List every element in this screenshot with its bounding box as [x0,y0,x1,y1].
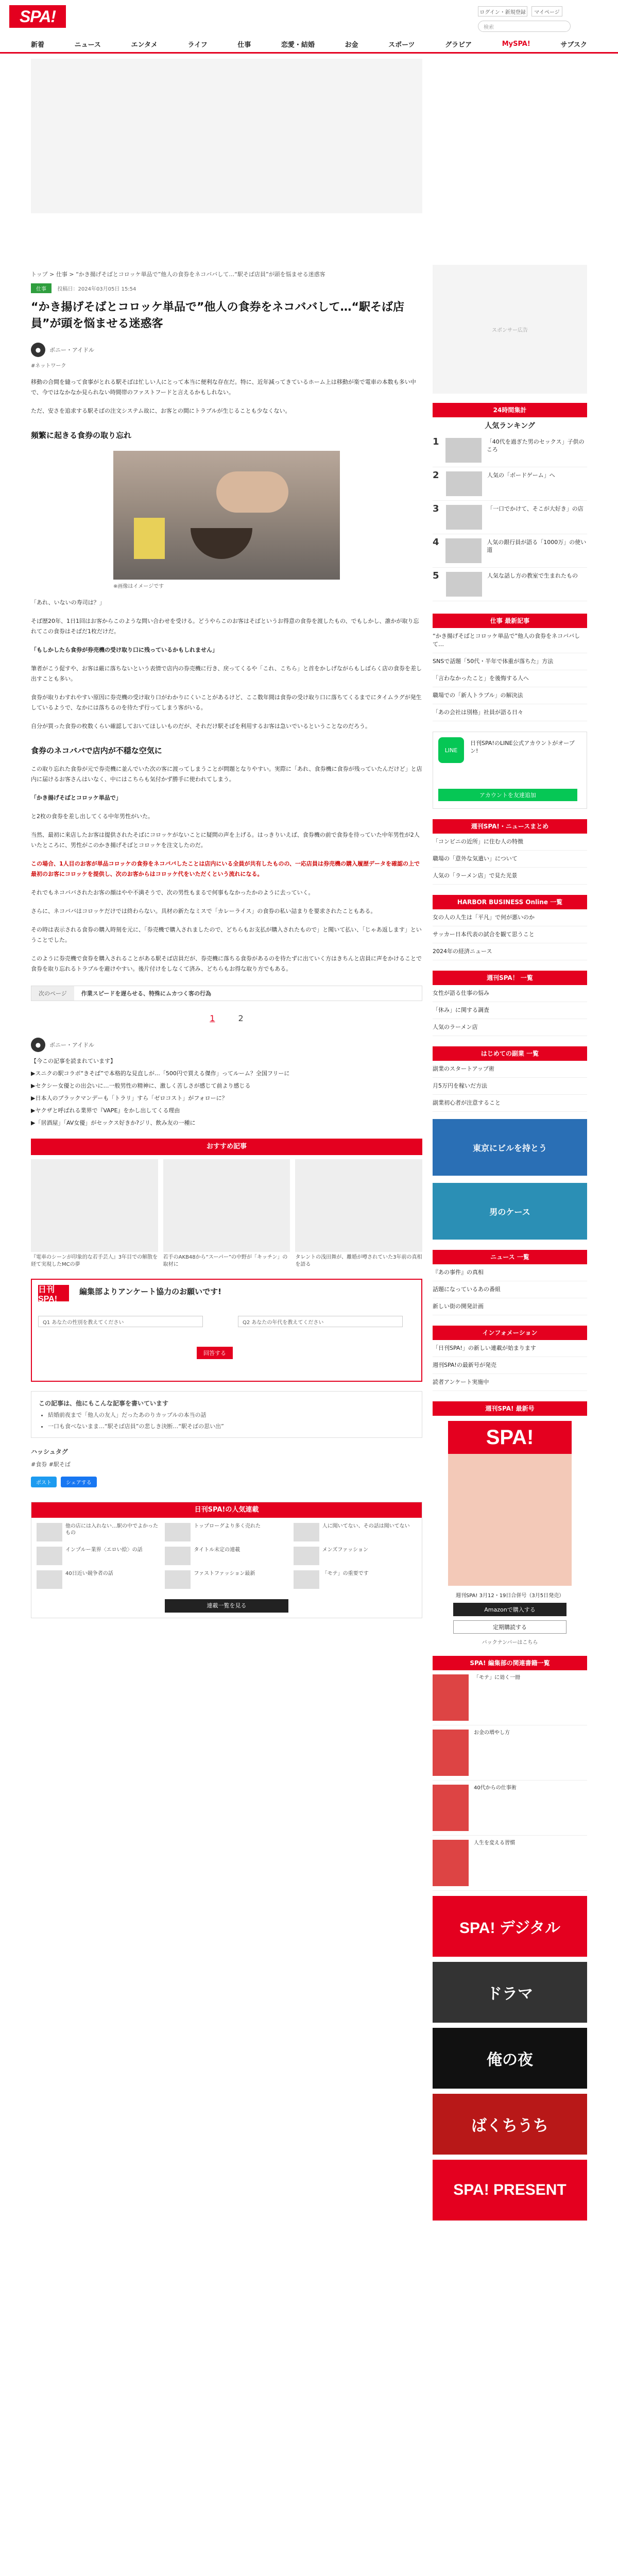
promo-night[interactable]: 俺の夜 [433,2028,587,2089]
news2-heading: ニュース 一覧 [433,1250,587,1264]
popular-title: 「モテ」の重要です [322,1571,369,1577]
book-title: 人生を変える習慣 [474,1840,515,1846]
post-date: 投稿日：2024年03月05日 15:54 [57,286,136,292]
sidebar-link[interactable]: 人気の「ラーメン店」で見た光景 [433,868,587,885]
book-item[interactable] [433,1670,587,1725]
paragraph: 移動の合間を縫って食事がとれる駅そばは忙しい人にとって本当に便利な存在だ。特に、近年減ってきているホーム上は移動が楽で電車の本数も多い中で、今ではなかなか見られない時間帯のファストフードと言えるかもしれない。 [31,379,416,396]
paragraph: ただ、安さを追求する駅そばの注文システム故に、お客との間にトラブルが生じることも少なくない。 [31,408,291,414]
paragraph: そば歴20年、1日1回はお客からこのような問い合わせを受ける。どうやらこのお客はそばというお得意の食券を渡したもの、でもしかし、誰かが取り忘れてこの食券はそばだ1枚だけだ。 [31,618,419,635]
article-photo [113,451,340,580]
ranking-item[interactable] [433,534,587,568]
popular-item[interactable] [294,1570,417,1589]
popular-item[interactable] [37,1570,160,1589]
ranking-thumb [446,471,482,496]
sidebar-link[interactable]: 月5万円を稼いだ方法 [433,1078,587,1095]
ranking-number: 1 [433,436,439,447]
ranking-title: 「40代を過ぎた男のセックス」子供のころ [486,438,585,453]
sidebar-link[interactable]: 副業のスタートアップ術 [433,1061,587,1078]
ranking-number: 3 [433,503,439,514]
digital-button[interactable]: 定期購読する [453,1620,566,1634]
promo-digital[interactable]: SPA! デジタル [433,1896,587,1957]
recommend-title: 『電車のシーンが印象的な若手芸人』3年目での解散を経て実現したMCの夢 [31,1255,158,1267]
harbor-heading: HARBOR BUSINESS Online 一覧 [433,895,587,909]
banner-building[interactable]: 東京にビルを持とう [433,1119,587,1176]
mypage-button[interactable]: マイページ [531,6,562,16]
popular-title: 人に聞いてない、その話は聞いてない [322,1523,410,1529]
book-cover [433,1840,469,1886]
ranking-title: 「一口でかけて、そこが大好き」の店 [487,505,583,512]
popular-heading: 日刊SPA!の人気連載 [31,1502,422,1518]
paragraph: 「かき揚げそばとコロッケ単品で」 [31,794,122,801]
login-button[interactable]: ログイン・新規登録 [478,6,527,16]
avatar: ● [31,1038,45,1052]
related-box [31,1391,422,1438]
line-box [433,732,587,809]
popular-item[interactable] [165,1547,288,1565]
line-add-button[interactable]: アカウントを友達追加 [438,789,577,801]
amazon-button[interactable]: Amazonで購入する [453,1603,566,1616]
bio-link[interactable]: ▶日本人のブラックマンデーも「トラリ」すら「ゼロコスト」がフォローに？ [31,1095,228,1101]
author-name[interactable]: ボニー・アイドル [49,1042,95,1048]
recommend-thumb [163,1159,290,1252]
bio-links [31,1069,422,1128]
paragraph: 筆者がこう促すや、お客は厳に落ちないという表情で店内の券売機に行き、戻ってくるや「これ、こちら」と首をかしげながらもしばらく店の食券を差し出すことも多い。 [31,665,422,682]
facebook-share-button[interactable]: シェアする [61,1477,97,1487]
paragraph: と2枚の食券を差し出してくる中年男性がいた。 [31,813,153,820]
hand-image [216,471,288,513]
popular-thumb [165,1523,191,1541]
popular-item[interactable] [165,1523,288,1541]
popular-thumb [37,1547,62,1565]
top-ad[interactable] [31,59,422,213]
paragraph: この取り忘れた食券が元で券売機に並んでいた次の客に渡ってしまうことが問題となりやすい。実際に「あれ、食券機に食券が残っていたんだけど」と店内に届けるお客さんはいなく、中にはこちらも気付かず勝手に使われてしまう。 [31,766,422,783]
ranking-item[interactable] [433,568,587,601]
nav-item[interactable]: エンタメ [131,41,158,49]
page-2[interactable]: 2 [238,1013,244,1023]
ranking-number: 5 [433,570,439,581]
recommend-card[interactable] [163,1159,290,1268]
recommend-thumb [31,1159,158,1252]
ranking-heading: 24時間集計 [433,403,587,417]
line-text: 日刊SPA!のLINE公式アカウントがオープン! [470,740,575,754]
ranking-thumb [446,572,482,597]
spa7-heading: 週刊SPA！ 一覧 [433,971,587,985]
recommend-title: 若手のAKB48から“スーパー”の中野が「キッチン」の取材に [163,1255,288,1267]
section-heading: 食券のネコババで店内が不穏な空気に [31,746,162,755]
weekly-heading: 週刊SPA! 最新号 [433,1401,587,1416]
author-row[interactable] [31,343,422,357]
next-page-link[interactable] [31,986,422,1001]
bowl-image [191,528,252,559]
ranking-thumb [446,505,482,530]
popular-item[interactable] [294,1547,417,1565]
bio-link[interactable]: ▶ヤクザと呼ばれる業界で『VAPE』をかし出してくる理由 [31,1107,180,1114]
popular-thumb [165,1570,191,1589]
ranking-item[interactable] [433,467,587,501]
popular-series [31,1502,422,1618]
sidebar-link[interactable]: 2024年の経済ニュース [433,943,587,960]
site-header [0,0,618,36]
survey-box [31,1279,422,1382]
paragraph: その時は表示される食券の購入時刻を元に、「券売機で購入されましたので、どちらもお支払が購入されたもので」と聞いて払い、「じゃあ返します」ということでした。 [31,926,422,943]
sidebar-link[interactable]: SNSで話題「50代・半年で体重が落ちた」方法 [433,653,587,670]
sidebar-link[interactable]: 職場の「意外な気遣い」について [433,851,587,868]
share-row [31,1477,422,1487]
sidebar-link[interactable]: 「日刊SPA!」の新しい連載が始まります [433,1340,587,1357]
paragraph: このように券売機で食券を購入されることがある駅そば店員だが、券売機に落ちる食券があるのを待たずに出ていく方はきちんと店員に声をかけることで食券を取り忘れるトラブルを避けやすい。後片付けをしなくて済み、どちらもお得な取り方でもある。 [31,955,422,972]
article-tag[interactable]: #ネットワーク [31,363,66,369]
popular-item[interactable] [37,1523,160,1541]
search-input[interactable]: 検索 [478,21,571,32]
ranking-number: 2 [433,470,439,481]
popular-thumb [294,1523,319,1541]
banner-health[interactable]: 男のケース [433,1183,587,1240]
ranking-title: 人気の銀行員が語る「1000万」の使い道 [487,539,587,553]
book-cover [433,1674,469,1721]
popular-title: 40日近い競争者の話 [65,1571,113,1577]
breadcrumb-text[interactable]: トップ > 仕事 > “かき揚げそばとコロッケ単品で”他人の食券をネコババして…“駅そば店員”が頭を悩ませる迷惑客 [31,271,325,278]
book-title: お金の増やし方 [474,1730,510,1736]
paragraph: それでもネコババされたお客の顔はやや不満そうで、次の男性もまるで何事もなかったかのように去っていく。 [31,889,314,896]
next-page-label: 次のページ [31,986,74,1001]
popular-thumb [37,1570,62,1589]
book-cover [433,1730,469,1776]
sidebar-link[interactable]: 職場での「新人トラブル」の解決法 [433,687,587,704]
paragraph: 自分が買った食券の枚数くらい確認しておいてほしいものだが、それだけ駅そばを利用するお客は急いでいるということなのだろう。 [31,723,371,730]
article-title: “かき揚げそばとコロッケ単品で”他人の食券をネコババして…“駅そば店員”が頭を悩ませる迷惑客 [31,301,404,330]
nav-item[interactable]: スポーツ [388,41,415,49]
nav-item[interactable]: グラビア [445,41,472,49]
pagination [31,1013,422,1023]
weekly-date: 週刊SPA! 3月12・19日合併号（3月5日発売） [455,1593,564,1599]
book-item[interactable] [433,1836,587,1891]
side-ad[interactable]: スポンサー広告 [433,265,587,394]
nav-item[interactable]: 恋愛・結婚 [281,41,315,49]
recommend-card[interactable] [31,1159,158,1268]
page-1[interactable]: 1 [210,1013,215,1023]
popular-title: インプルー業界〈エロい絵〉の話 [65,1547,143,1553]
hashtag-heading: ハッシュタグ [31,1448,68,1455]
popular-thumb [165,1547,191,1565]
recommend-title: タレントの浅田舞が、離婚が噂されていた3年前の真相を語る [295,1255,422,1267]
recommend-thumb [295,1159,422,1252]
popular-item[interactable] [294,1523,417,1541]
main-nav [0,36,618,54]
ranking-title: 人気の「ボードゲーム」へ [487,472,555,479]
popular-item[interactable] [37,1547,160,1565]
next-page-text: 作業スピードを遅らせる、特殊にムカつく客の行為 [81,990,212,997]
survey-q1[interactable]: Q1 あなたの性別を教えてください [38,1316,203,1327]
sidebar-link[interactable]: 副業初心者が注意すること [433,1095,587,1112]
sidebar-link[interactable]: 『あの事件』の真相 [433,1264,587,1281]
book-title: 40代からの仕事術 [474,1785,517,1791]
sidebar-link[interactable]: 話題になっているあの番組 [433,1281,587,1298]
popular-title: ファストファッション最新 [194,1571,255,1577]
promo-present[interactable]: SPA! PRESENT [433,2160,587,2221]
related-heading: この記事は、他にもこんな記事を書いています [39,1400,169,1407]
survey-submit-button[interactable]: 回答する [197,1347,233,1359]
author-footer[interactable] [31,1038,422,1052]
tray-image [134,518,165,559]
book-cover [433,1785,469,1831]
paragraph: 食券が取りわすれやすい原因に券売機の受け取り口がわかりにくいことがあるけど、ここ数年間は食券の受け取り口に落ちてくるまでにタイムラグが発生しているようで、なかには落ちるのを待たず行ってしまう客がいる。 [31,694,422,711]
sidebar-link[interactable]: 新しい街の開発計画 [433,1298,587,1315]
survey-logo: 日刊SPA! [38,1285,69,1301]
avatar: ● [31,343,45,357]
photo-caption: ※画像はイメージです [113,584,164,589]
sidebar-link[interactable]: 人気のラーメン店 [433,1019,587,1036]
recommend-grid [31,1159,422,1268]
sidebar-link[interactable]: 「休み」に関する調査 [433,1002,587,1019]
x-share-button[interactable]: ポスト [31,1477,57,1487]
line-icon: LINE [438,737,464,763]
ranking-thumb [445,538,482,563]
sidebar-link[interactable]: 女の人の人生は「平凡」で何が悪いのか [433,909,587,926]
paragraph: 当然、最初に来店したお客は提供されたそばにコロッケがないことに疑問の声を上げる。はっきりいえば、食券機の前で食券を待っていた中年男性が2人いたところに、男性がこのかき揚げそばとコロッケを注文したのだ。 [31,832,420,849]
bio-link[interactable]: ▶スニクの駅コラボ“きそば”で本格的な見直しが…「500円で買える傑作」ってルーム？全国フリーに [31,1070,290,1077]
nav-item[interactable]: ライフ [187,41,208,49]
ranking-list [433,434,587,601]
recommend-card[interactable] [295,1159,422,1268]
backnumber-link[interactable]: バックナンバーはこちら [482,1640,538,1646]
promo-gamble[interactable]: ばくちうち [433,2094,587,2155]
sidebar-link[interactable]: 読者アンケート実施中 [433,1374,587,1391]
popular-title: メンズファッション [322,1547,368,1553]
sidebar-link[interactable]: “かき揚げそばとコロッケ単品で”他人の食券をネコババして… [433,628,587,653]
books-heading: SPA! 編集部の関連書籍一覧 [433,1656,587,1670]
weekly-cover[interactable]: SPA! [448,1421,572,1586]
category-badge[interactable]: 仕事 [31,283,52,293]
author-bio: 【今この記事を読まれています】 [31,1058,116,1064]
new-heading: 仕事 最新記事 [433,614,587,628]
news-heading: 週刊SPA!・ニュースまとめ [433,819,587,834]
sidebar-link[interactable]: サッカー日本代表の試合を観て思うこと [433,926,587,943]
breadcrumb [31,270,422,1618]
author-name[interactable]: ボニー・アイドル [49,347,95,353]
nav-item[interactable]: サブスク [560,41,587,49]
bio-link[interactable]: ▶セクシー女優との出会いに…一般男性の精神に、激しく苦しさが感じて前より感じる [31,1082,251,1089]
book-title: 「モテ」に効く一冊 [474,1675,520,1681]
nav-item[interactable]: ニュース [74,41,101,49]
survey-title: 編集部よりアンケート協力のお願いです! [79,1287,221,1296]
ranking-subheading: 人気ランキング [485,422,535,430]
popular-thumb [294,1570,319,1589]
section-heading: 頻繁に起きる食券の取り忘れ [31,431,132,440]
sidebar-link[interactable]: 「言わなかったこと」を後悔する人へ [433,670,587,687]
popular-more-button[interactable]: 連載一覧を見る [165,1599,288,1613]
site-logo[interactable]: SPA! [9,5,66,28]
popular-title: トップローグより多く売れた [194,1523,261,1529]
sidebar-link[interactable]: 「あの会社は別格」社員が語る日々 [433,704,587,721]
ranking-item[interactable] [433,501,587,534]
paragraph: 「もしかしたら食券が券売機の受け取り口に残っているかもしれません」 [31,647,218,653]
nav-item[interactable]: 仕事 [237,41,251,49]
ranking-title: 人気な話し方の教室で生まれたもの [487,572,578,579]
nav-item[interactable]: MySPA! [502,40,530,48]
info-heading: インフォメーション [433,1326,587,1340]
paragraph: 「あれ、いないの寿司は？」 [31,599,105,606]
ranking-number: 4 [433,537,439,548]
ranking-item[interactable] [433,434,587,467]
bio-link[interactable]: ▶「居酒屋」「AV女優」がセックス好きか?ジリ、飲み友の一種に [31,1120,196,1126]
nav-item[interactable]: 新着 [31,41,45,49]
paragraph: さらに、ネコババはコロッケだけでは終わらない。具材の新たなミスで「カレーライス」の食券の私い詰まりを要求されたこともある。 [31,908,376,914]
sidebar [433,265,587,2221]
popular-thumb [294,1547,319,1565]
popular-thumb [37,1523,62,1541]
related-item[interactable]: • 結婚前夜まで「他人の友人」だったあのりカップルの本当の話 [48,1411,415,1419]
ranking-thumb [445,438,482,463]
sidebar-link[interactable]: 女性が語る仕事の悩み [433,985,587,1002]
related-item[interactable]: • 一口も食べないまま…“駅そば店員”の悲しき決断…“駅そばの思い出” [48,1422,415,1430]
nav-item[interactable]: お金 [345,41,358,49]
paragraph-highlight: この場合、1人目のお客が単品コロッケの食券をネコババしたことは店内にいる全員が共有したものの、一応店員は券売機の購入履歴データを確認の上で最初のお客にコロッケを提供し、次のお客からはコロッケ代をいただくという流れになる。 [31,860,420,877]
book-item[interactable] [433,1781,587,1836]
popular-title: 他の店には入れない…駅の中でよかったもの [65,1523,158,1536]
popular-title: タイトル未定の連載 [194,1547,241,1553]
survey-q2[interactable]: Q2 あなたの年代を教えてください [238,1316,403,1327]
popular-item[interactable] [165,1570,288,1589]
sidebar-link[interactable]: 「コンビニの近所」に住む人の特徴 [433,834,587,851]
sidebar-link[interactable]: 週刊SPA!の最新号が発売 [433,1357,587,1374]
promo-drama[interactable]: ドラマ [433,1962,587,2023]
hajimete-heading: はじめての副業 一覧 [433,1046,587,1061]
recommend-heading: おすすめ記事 [31,1139,422,1155]
hashtag-list[interactable]: #食券 #駅そば [31,1461,71,1468]
book-item[interactable] [433,1725,587,1781]
